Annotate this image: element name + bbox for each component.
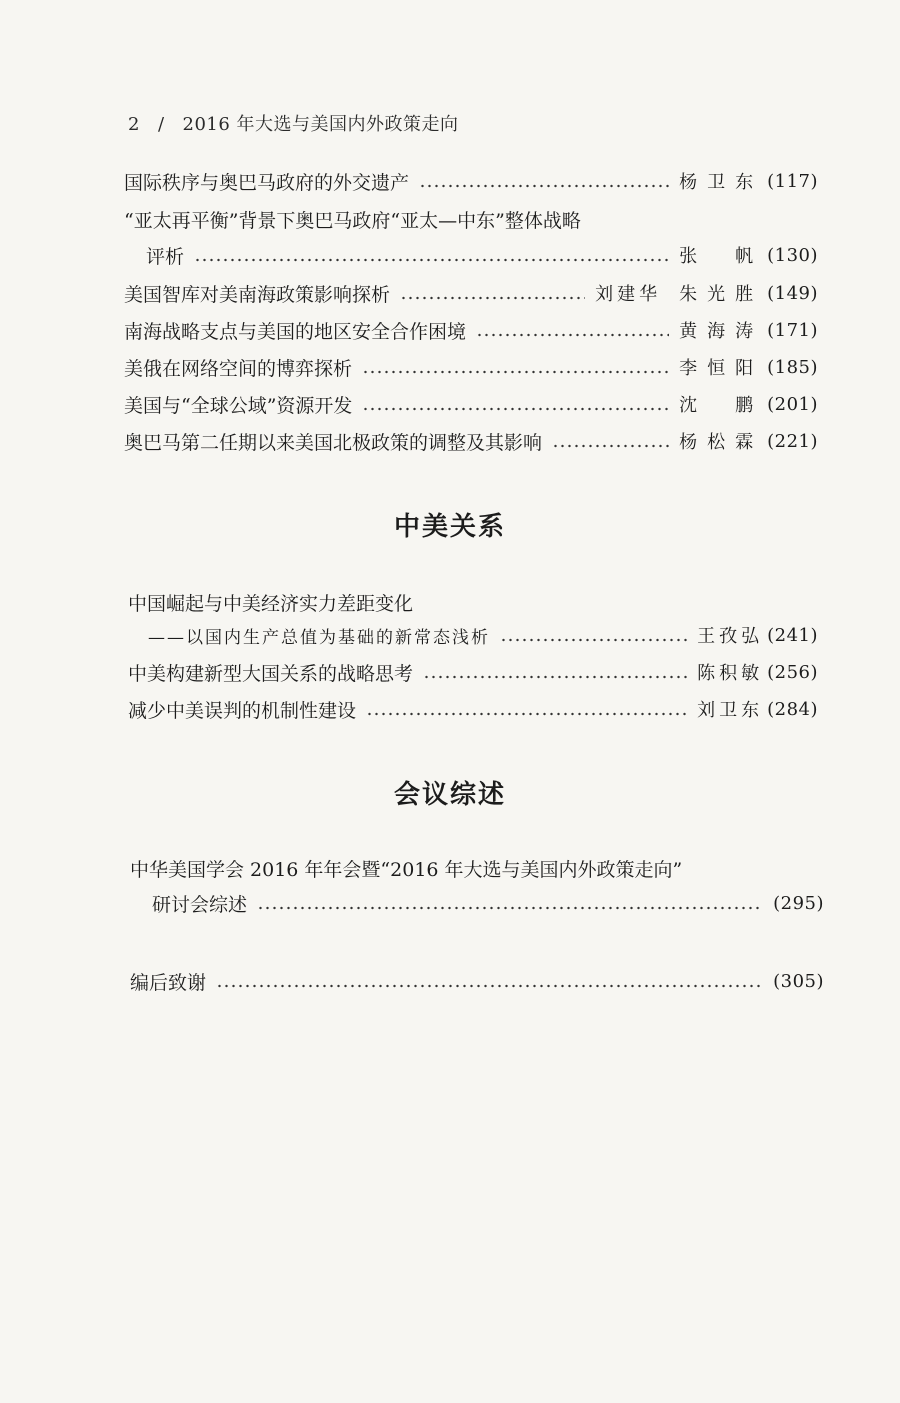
dot-leader: [476, 333, 669, 337]
toc-entry[interactable]: [124, 352, 818, 382]
header-separator: /: [157, 114, 165, 135]
entry-page: (185): [767, 356, 818, 378]
toc-entry-title-line[interactable]: [130, 853, 824, 883]
entry-title: 国际秩序与奥巴马政府的外交遗产: [124, 171, 410, 194]
dot-leader: [362, 370, 669, 374]
entry-page: (241): [767, 624, 818, 646]
toc-entry-title-line[interactable]: [128, 587, 822, 617]
toc-entry[interactable]: [124, 389, 818, 419]
page-number: 2: [128, 114, 140, 135]
toc-entry-title-line[interactable]: [124, 204, 818, 234]
entry-title: 编后致谢: [130, 971, 207, 994]
dot-leader: [423, 675, 687, 679]
toc-entry[interactable]: [128, 657, 818, 687]
toc-entry[interactable]: [152, 888, 824, 918]
entry-author: 李恒阳: [679, 358, 764, 379]
dot-leader: [257, 906, 763, 910]
entry-title: 中国崛起与中美经济实力差距变化: [128, 592, 414, 615]
entry-title: 美国智库对美南海政策影响探析: [124, 283, 391, 306]
entry-page: (130): [767, 244, 818, 266]
entry-page: (256): [767, 661, 818, 683]
entry-title-cont: 研讨会综述: [152, 893, 248, 916]
dot-leader: [552, 444, 669, 448]
entry-coauthor: 朱光胜: [679, 284, 764, 305]
toc-entry[interactable]: [146, 240, 818, 270]
toc-entry[interactable]: [124, 278, 818, 308]
toc-entry[interactable]: [124, 166, 818, 196]
entry-page: (221): [767, 430, 818, 452]
entry-title: 美国与“全球公域”资源开发: [124, 394, 353, 417]
entry-page: (284): [767, 698, 818, 720]
entry-author: 沈 鹏: [679, 395, 764, 416]
book-title: 2016 年大选与美国内外政策走向: [182, 114, 459, 135]
entry-author: 刘建华: [595, 284, 662, 305]
entry-subtitle: ——以国内生产总值为基础的新常态浅析: [148, 627, 490, 648]
dot-leader: [366, 712, 687, 716]
entry-page: (117): [767, 170, 818, 192]
dot-leader: [400, 296, 585, 300]
toc-entry[interactable]: [128, 694, 818, 724]
running-header: [128, 110, 459, 136]
toc-entry[interactable]: [130, 966, 824, 996]
dot-leader: [194, 258, 669, 262]
section-heading: 会议综述: [393, 780, 506, 810]
entry-author: 王孜弘: [697, 626, 764, 647]
entry-title: 中华美国学会 2016 年年会暨“2016 年大选与美国内外政策走向”: [130, 858, 683, 881]
dot-leader: [362, 407, 669, 411]
entry-title-cont: 评析: [146, 245, 185, 268]
entry-author: 张 帆: [679, 246, 764, 267]
entry-author: 刘卫东: [697, 700, 764, 721]
entry-author: 陈积敏: [697, 663, 764, 684]
entry-page: (201): [767, 393, 818, 415]
entry-page: (171): [767, 319, 818, 341]
dot-leader: [500, 638, 687, 642]
entry-author: 杨松霖: [679, 432, 764, 453]
entry-author: 黄海涛: [679, 321, 764, 342]
entry-author: 杨卫东: [679, 172, 764, 193]
entry-page: (305): [773, 970, 824, 992]
entry-title: 奥巴马第二任期以来美国北极政策的调整及其影响: [124, 431, 543, 454]
dot-leader: [216, 984, 763, 988]
entry-title: 美俄在网络空间的博弈探析: [124, 357, 353, 380]
entry-title: 减少中美误判的机制性建设: [128, 699, 357, 722]
dot-leader: [419, 184, 669, 188]
section-heading: 中美关系: [393, 512, 506, 542]
toc-entry[interactable]: [124, 315, 818, 345]
toc-entry[interactable]: [148, 620, 818, 650]
entry-title: “亚太再平衡”背景下奥巴马政府“亚太—中东”整体战略: [124, 209, 581, 232]
toc-entry[interactable]: [124, 426, 818, 456]
entry-page: (295): [773, 892, 824, 914]
entry-title: 南海战略支点与美国的地区安全合作困境: [124, 320, 467, 343]
entry-title: 中美构建新型大国关系的战略思考: [128, 662, 414, 685]
entry-page: (149): [767, 282, 818, 304]
